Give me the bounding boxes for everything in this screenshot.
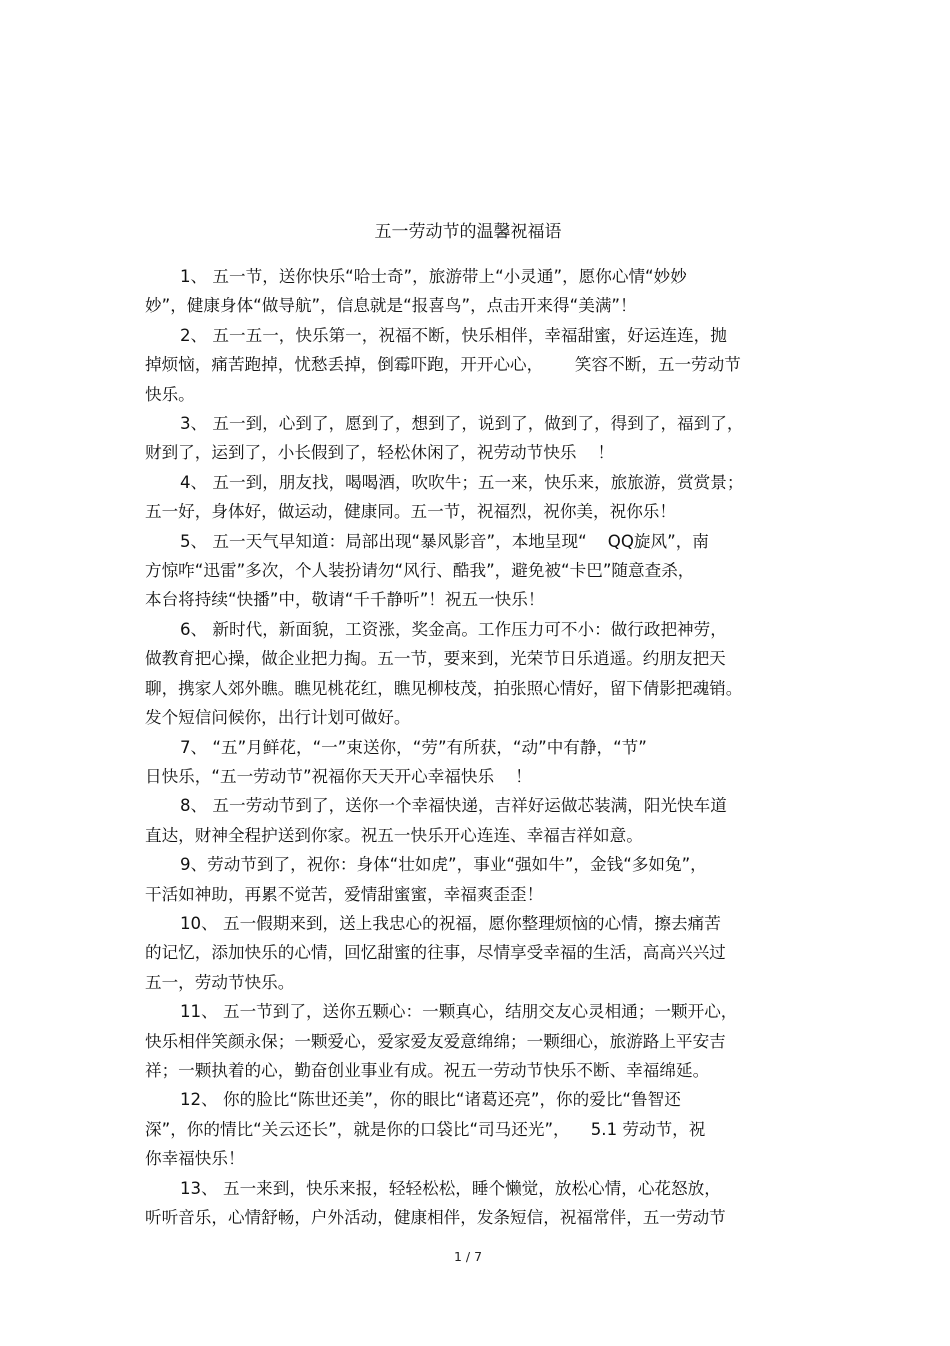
list-item <box>145 909 805 997</box>
blessing-list <box>145 262 805 1232</box>
paragraph-line: 干活如神助，再累不觉苦，爱情甜蜜蜜，幸福爽歪歪！ <box>145 884 544 904</box>
paragraph-line: 深”，你的情比“关云还长”，就是你的口袋比“司马还光”， 5.1 劳动节，祝 <box>145 1119 706 1139</box>
paragraph-line: 9、劳动节到了，祝你：身体“壮如虎”，事业“强如牛”，金钱“多如兔”， <box>180 855 707 875</box>
paragraph-line: 7、 “五”月鲜花，“一”束送你，“劳”有所获，“动”中有静，“节” <box>180 737 647 757</box>
page-number: 1 / 7 <box>453 1249 483 1264</box>
paragraph-line: 的记忆，添加快乐的心情，回忆甜蜜的往事，尽情享受幸福的生活，高高兴兴过 <box>145 943 726 963</box>
paragraph-line: 本台将持续“快播”中，敬请“千千静听”！祝五一快乐！ <box>145 590 545 610</box>
paragraph-line: 13、 五一来到，快乐来报，轻轻松松，睡个懒觉，放松心情，心花怒放， <box>180 1178 721 1198</box>
paragraph-line: 12、 你的脸比“陈世还美”，你的眼比“诸葛还亮”，你的爱比“鲁智还 <box>180 1090 681 1110</box>
paragraph-line: 日快乐，“五一劳动节”祝福你天天开心幸福快乐 ！ <box>145 766 532 786</box>
list-item <box>145 733 805 792</box>
list-item <box>145 321 805 409</box>
paragraph-line: 8、 五一劳动节到了，送你一个幸福快递，吉祥好运做芯装满，阳光快车道 <box>180 796 727 816</box>
paragraph-line: 11、 五一节到了，送你五颗心：一颗真心，结朋交友心灵相通；一颗开心， <box>180 1002 738 1022</box>
paragraph-line: 祥；一颗执着的心，勤奋创业事业有成。祝五一劳动节快乐不断、幸福绵延。 <box>145 1060 710 1080</box>
paragraph-line: 财到了，运到了，小长假到了，轻松休闲了，祝劳动节快乐 ！ <box>145 443 615 463</box>
list-item <box>145 468 805 527</box>
list-item <box>145 997 805 1085</box>
paragraph-line: 掉烦恼，痛苦跑掉，忧愁丢掉，倒霉吓跑，开开心心， 笑容不断，五一劳动节 <box>145 355 741 375</box>
paragraph-line: 方惊咋“迅雷”多次，个人装扮请勿“风行、酷我”，避免被“卡巴”随意查杀， <box>145 561 695 581</box>
paragraph-line: 2、 五一五一，快乐第一，祝福不断，快乐相伴，幸福甜蜜，好运连连，抛 <box>180 325 727 345</box>
paragraph-line: 10、 五一假期来到，送上我忠心的祝福，愿你整理烦恼的心情，擦去痛苦 <box>180 913 721 933</box>
paragraph-line: 做教育把心操，做企业把力掏。五一节，要来到，光荣节日乐逍遥。约朋友把天 <box>145 649 726 669</box>
paragraph-line: 6、 新时代，新面貌，工资涨，奖金高。工作压力可不小：做行政把神劳， <box>180 619 727 639</box>
paragraph-line: 4、 五一到，朋友找，喝喝酒，吹吹牛；五一来，快乐来，旅旅游，赏赏景； <box>180 472 744 492</box>
paragraph-line: 发个短信问候你，出行计划可做好。 <box>145 708 411 728</box>
paragraph-line: 直达，财神全程护送到你家。祝五一快乐开心连连、幸福吉祥如意。 <box>145 825 643 845</box>
paragraph-line: 你幸福快乐！ <box>145 1149 245 1169</box>
paragraph-line: 五一，劳动节快乐。 <box>145 972 295 992</box>
list-item <box>145 791 805 850</box>
list-item <box>145 1085 805 1173</box>
paragraph-line: 3、 五一到，心到了，愿到了，想到了，说到了，做到了，得到了，福到了， <box>180 414 744 434</box>
list-item <box>145 850 805 909</box>
paragraph-line: 5、 五一天气早知道：局部出现“暴风影音”，本地呈现“ QQ旋风”，南 <box>180 531 709 551</box>
list-item <box>145 615 805 733</box>
list-item <box>145 262 805 321</box>
paragraph-line: 五一好，身体好，做运动，健康同。五一节，祝福烈，祝你美，祝你乐！ <box>145 502 676 522</box>
paragraph-line: 快乐相伴笑颜永保；一颗爱心，爱家爱友爱意绵绵；一颗细心，旅游路上平安吉 <box>145 1031 726 1051</box>
paragraph-line: 聊，携家人郊外瞧。瞧见桃花红，瞧见柳枝茂，拍张照心情好，留下倩影把魂销。 <box>145 678 743 698</box>
paragraph-line: 快乐。 <box>145 384 195 404</box>
paragraph-line: 妙”，健康身体“做导航”，信息就是“报喜鸟”，点击开来得“美满”！ <box>145 296 637 316</box>
document-title: 五一劳动节的温馨祝福语 <box>374 222 562 242</box>
paragraph-line: 1、 五一节，送你快乐“哈士奇”，旅游带上“小灵通”，愿你心情“妙妙 <box>180 267 687 286</box>
paragraph-line: 听听音乐，心情舒畅，户外活动，健康相伴，发条短信，祝福常伴，五一劳动节 <box>145 1208 726 1227</box>
list-item <box>145 527 805 615</box>
list-item <box>145 409 805 468</box>
list-item <box>145 1174 805 1233</box>
